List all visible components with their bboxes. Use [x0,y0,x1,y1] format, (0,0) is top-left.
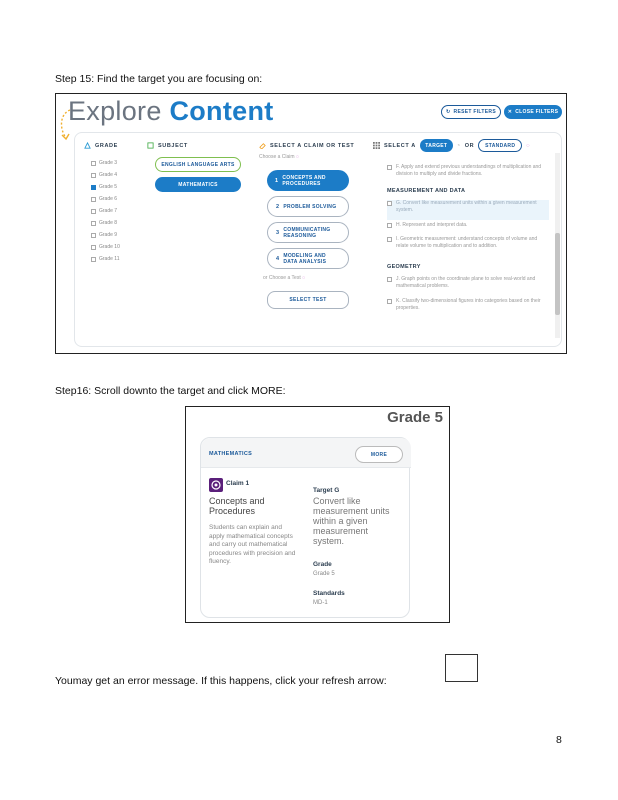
grade-option-label: Grade 4 [99,172,118,178]
grade-option[interactable] [91,181,120,193]
target-item-k[interactable]: K. Classify two-dimensional figures into categories based on their properties. [387,298,549,316]
grade-option[interactable] [91,205,120,217]
target-text-line: measurement [313,526,369,536]
target-text-line: Convert like [313,496,361,506]
claim-label: Claim 1 [226,480,250,487]
claim-button-3[interactable] [267,222,349,243]
claim-number: 2 [276,203,280,210]
grade-checkbox[interactable] [91,173,96,178]
claim-text: PROBLEM SOLVING [283,203,337,210]
error-note-text: Youmay get an error message. If this happens, click your refresh arrow: [55,675,387,687]
target-text-line: measurement units [313,506,390,516]
standard-toggle[interactable]: STANDARD [478,139,522,152]
grade-option-label: Grade 10 [99,244,120,250]
book-icon [147,142,154,149]
target-item-f[interactable]: F. Apply and extend previous understandings of multiplication and division to multiply and divide fractions. [387,164,549,186]
refresh-arrow-placeholder [445,654,478,682]
target-text-line: system. [313,536,345,546]
reset-filters-button[interactable]: ↻ RESET FILTERS [441,105,501,119]
close-filters-button[interactable]: ✕ CLOSE FILTERS [504,105,562,119]
grade-checkbox[interactable] [91,245,96,250]
claim-description-line: apply mathematical concepts [209,532,293,540]
subject-head: SUBJECT [147,142,188,149]
explore-title: Explore Content [68,96,274,126]
claim-description-line: and carry out mathematical [209,541,288,548]
grade-checkbox[interactable] [91,257,96,262]
grade-label: Grade [313,561,332,568]
grade-checkbox[interactable] [91,233,96,238]
grade-checkbox[interactable] [91,221,96,226]
target-item-i[interactable]: I. Geometric measurement: understand concepts of volume and relate volume to multiplication and to addition. [387,236,549,262]
claim-head: SELECT A CLAIM OR TEST [259,142,354,149]
target-card [200,437,410,618]
claim-description-line: Students can explain and [209,524,282,531]
choose-claim-text: Choose a Claim ◌ [259,154,299,160]
claim-number: 1 [275,177,279,184]
refresh-icon: ↻ [446,109,451,115]
step-15-text: Step 15: Find the target you are focusing on: [55,73,263,85]
grade-option-label: Grade 9 [99,232,118,238]
grade-value: Grade 5 [313,571,335,577]
target-item-j[interactable]: J. Graph points on the coordinate plane to solve real-world and mathematical problems. [387,276,549,298]
card-subject: MATHEMATICS [209,451,253,457]
target-head: SELECT A TARGET ◔ OR STANDARD ◌ [373,139,530,152]
select-test-button[interactable]: SELECT TEST [267,291,349,309]
target-item-g[interactable]: G. Convert like measurement units within a given measurement system. [387,200,549,220]
more-button[interactable]: MORE [355,446,403,463]
target-item-h[interactable]: H. Represent and interpret data. [387,222,549,236]
grade-icon [84,142,91,149]
claim-icon [259,142,266,149]
claim-badge-icon [209,478,223,492]
grade-checkbox[interactable] [91,161,96,166]
measurement-head: MEASUREMENT AND DATA [387,188,466,194]
grade-option[interactable] [91,229,120,241]
target-scrollbar-thumb[interactable] [555,233,560,315]
claim-name: Concepts and Procedures [209,496,265,516]
grade-option[interactable] [91,193,120,205]
standards-label: Standards [313,590,345,597]
grade-option[interactable] [91,241,120,253]
grade-option-label: Grade 6 [99,196,118,202]
claim-text: CONCEPTS AND PROCEDURES [282,174,326,187]
target-text [313,496,390,546]
grade-option-label: Grade 8 [99,220,118,226]
target-card-screenshot [185,406,450,623]
grade-title: Grade 5 [387,409,443,426]
target-toggle[interactable]: TARGET [420,139,453,152]
grade-option[interactable] [91,157,120,169]
claim-number: 3 [276,229,280,236]
explore-content-screenshot [55,93,567,354]
target-text-line: within a given [313,516,368,526]
grade-checkbox[interactable] [91,197,96,202]
target-label: Target G [313,487,340,494]
grid-icon [373,142,380,149]
claim-button-2[interactable] [267,196,349,217]
grade-checkbox[interactable] [91,185,96,190]
claim-description [209,524,295,567]
or-test-text: or Choose a Test ◌ [263,275,306,281]
grade-option[interactable] [91,169,120,181]
claim-description-line: procedures with precision and [209,549,296,557]
grade-option-label: Grade 7 [99,208,118,214]
claim-text: MODELING AND DATA ANALYSIS [283,252,327,265]
grade-option-label: Grade 5 [99,184,118,190]
claim-number: 4 [276,255,280,262]
step-16-text: Step16: Scroll downto the target and click MORE: [55,385,286,397]
grade-option-label: Grade 3 [99,160,118,166]
claim-button-1[interactable] [267,170,349,191]
filter-panel [74,132,562,347]
grade-option[interactable] [91,217,120,229]
claim-list [267,170,349,274]
claim-description-line: fluency. [209,558,231,565]
subject-ela-button[interactable]: ENGLISH LANGUAGE ARTS [155,157,241,172]
target-list [387,164,549,316]
claim-button-4[interactable] [267,248,349,269]
grade-checkbox[interactable] [91,209,96,214]
grade-list [91,157,120,265]
close-icon: ✕ [507,109,513,115]
grade-head: GRADE [84,142,118,149]
grade-option[interactable] [91,253,120,265]
geometry-head: GEOMETRY [387,264,421,270]
page-number: 8 [556,734,562,746]
subject-math-button[interactable]: MATHEMATICS [155,177,241,192]
grade-option-label: Grade 11 [99,256,120,262]
claim-text: COMMUNICATING REASONING [283,226,331,239]
standards-value: MD-1 [313,600,328,606]
